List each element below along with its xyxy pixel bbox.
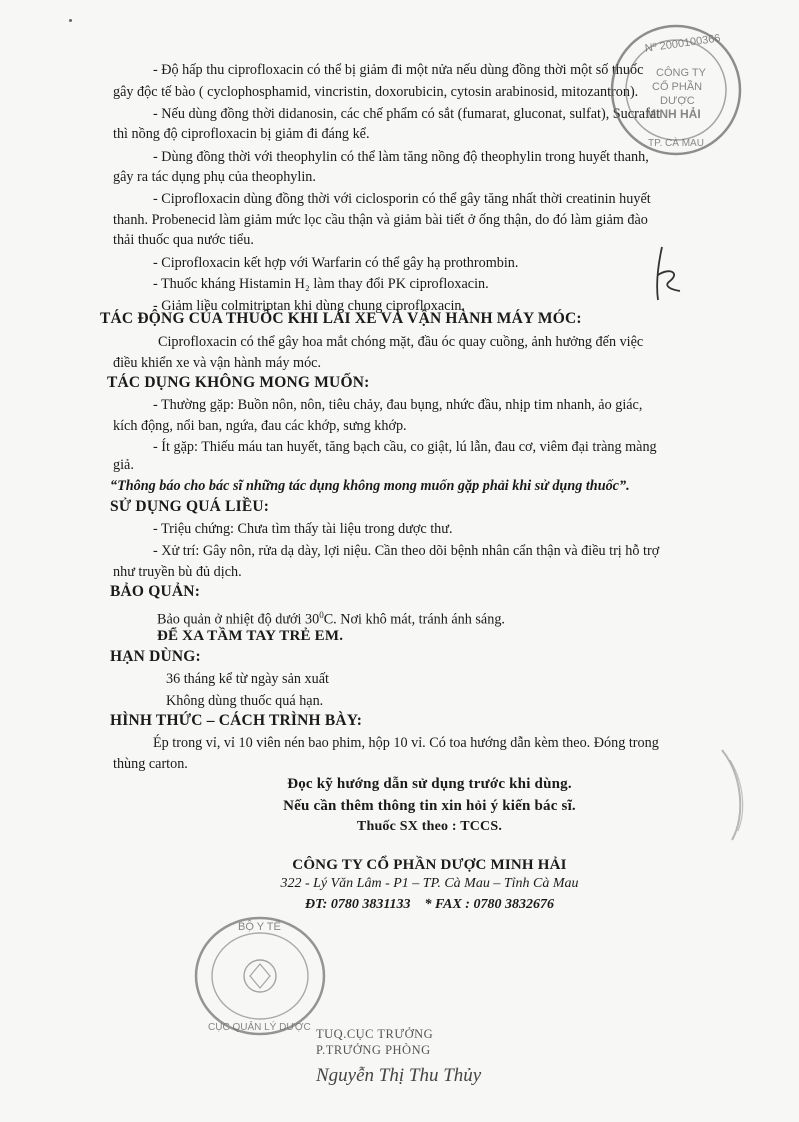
stamp-text: MINH HẢI <box>646 107 701 121</box>
interaction-line: - Nếu dùng đồng thời didanosin, các chế phẩm có sắt (fumarat, gluconat, sulfat), Sucrafat <box>153 106 661 122</box>
stamp-text: BỘ Y TẾ <box>238 921 281 933</box>
stamp-number: Nº 2000100366 <box>644 32 722 55</box>
degree-superscript: 0 <box>319 610 324 620</box>
overdose-text: như truyền bù đủ dịch. <box>113 564 242 580</box>
interaction-line: - Ciprofloxacin kết hợp với Warfarin có thể gây hạ prothrombin. <box>153 255 519 271</box>
interaction-line: gây ra tác dụng phụ của theophylin. <box>113 169 316 185</box>
section-heading-storage: BẢO QUẢN: <box>110 583 201 600</box>
initial-signature-mark <box>640 245 690 305</box>
stamp-text: CÔNG TY <box>656 67 706 79</box>
manufacturing-standard: Thuốc SX theo : TCCS. <box>356 819 503 834</box>
signature-title: P.TRƯỞNG PHÒNG <box>316 1043 431 1057</box>
child-warning: ĐỂ XA TẦM TAY TRẺ EM. <box>157 628 344 644</box>
interaction-line: - Thuốc kháng Histamin H₂ làm thay đổi PK ciprofloxacin. <box>153 276 489 292</box>
interaction-line: - Độ hấp thu ciprofloxacin có thể bị giảm đi một nửa nếu dùng đồng thời một số thuốc <box>153 62 644 78</box>
stamp-text: TP. CÀ MAU <box>648 138 704 149</box>
company-address: 322 - Lý Văn Lâm - P1 – TP. Cà Mau – Tỉnh Cà Mau <box>280 876 579 891</box>
company-name: CÔNG TY CỔ PHẦN DƯỢC MINH HẢI <box>292 857 567 873</box>
overdose-text: - Triệu chứng: Chưa tìm thấy tài liệu trong dược thư. <box>153 521 453 537</box>
adverse-text: kích động, nổi ban, ngứa, đau các khớp, sưng khớp. <box>113 418 407 434</box>
ministry-stamp <box>188 912 338 1042</box>
interaction-line: - Ciprofloxacin dùng đồng thời với ciclosporin có thể gây tăng nhất thời creatinin huyết <box>153 191 651 207</box>
stamp-text: CỤC QUẢN LÝ DƯỢC <box>208 1022 311 1033</box>
storage-text-part: Bảo quản ở nhiệt độ dưới 30 <box>157 611 320 628</box>
partial-stamp-edge <box>712 745 752 845</box>
paper-speck <box>69 19 72 22</box>
overdose-text: - Xử trí: Gây nôn, rửa dạ dày, lợi niệu. Cần theo dõi bệnh nhân cẩn thận và điều trị hỗ trợ <box>153 543 660 559</box>
signature-title: TUQ.CỤC TRƯỞNG <box>316 1027 434 1041</box>
section-heading-driving: TÁC ĐỘNG CỦA THUỐC KHI LÁI XE VÀ VẬN HÀNH MÁY MÓC: <box>100 310 582 327</box>
company-stamp <box>606 20 746 160</box>
ask-doctor-note: Nếu cần thêm thông tin xin hỏi ý kiến bác sĩ. <box>283 798 576 814</box>
interaction-line: thì nồng độ ciprofloxacin bị giảm đi đáng kể. <box>113 126 370 142</box>
interaction-line: - Giảm liều colmitriptan khi dùng chung ciprofloxacin. <box>153 298 466 314</box>
interaction-line: - Dùng đồng thời với theophylin có thể làm tăng nồng độ theophylin trong huyết thanh, <box>153 149 649 165</box>
storage-text-part: C. Nơi khô mát, tránh ánh sáng. <box>323 611 505 628</box>
section-heading-shelf-life: HẠN DÙNG: <box>110 648 201 665</box>
section-heading-presentation: HÌNH THỨC – CÁCH TRÌNH BÀY: <box>110 712 363 729</box>
adverse-text: giả. <box>113 457 134 473</box>
presentation-text: Ép trong vỉ, vỉ 10 viên nén bao phim, hộp 10 vỉ. Có toa hướng dẫn kèm theo. Đóng trong <box>153 735 659 751</box>
section-heading-adverse: TÁC DỤNG KHÔNG MONG MUỐN: <box>107 374 370 391</box>
driving-text: Ciprofloxacin có thể gây hoa mắt chóng mặt, đầu óc quay cuồng, ảnh hưởng đến việc <box>158 334 644 350</box>
section-heading-overdose: SỬ DỤNG QUÁ LIỀU: <box>110 498 270 515</box>
doctor-notice: “Thông báo cho bác sĩ những tác dụng không mong muốn gặp phải khi sử dụng thuốc”. <box>110 478 630 494</box>
interaction-line: gây độc tế bào ( cyclophosphamid, vincristin, doxorubicin, cytosin arabinosid, mitozantron). <box>113 84 639 100</box>
company-contact: ĐT: 0780 3831133 * FAX : 0780 3832676 <box>305 897 554 912</box>
adverse-text: - Thường gặp: Buồn nôn, nôn, tiêu chảy, đau bụng, nhức đầu, nhịp tim nhanh, ảo giác, <box>153 397 643 413</box>
stamp-text: DƯỢC <box>660 95 695 107</box>
driving-text: điều khiển xe và vận hành máy móc. <box>113 355 322 371</box>
interaction-line: thanh. Probenecid làm giảm mức lọc cầu thận và giảm bài tiết ở ống thận, do đó làm giảm đào <box>113 212 648 228</box>
signature-name: Nguyễn Thị Thu Thủy <box>316 1065 482 1086</box>
presentation-text: thùng carton. <box>113 756 188 772</box>
interaction-line: thải thuốc qua nước tiểu. <box>113 232 254 248</box>
shelf-life-text: 36 tháng kể từ ngày sản xuất <box>166 671 329 687</box>
read-instructions-note: Đọc kỹ hướng dẫn sử dụng trước khi dùng. <box>287 776 572 792</box>
shelf-life-text: Không dùng thuốc quá hạn. <box>166 693 324 709</box>
stamp-text: CỔ PHẦN <box>652 81 703 93</box>
adverse-text: - Ít gặp: Thiếu máu tan huyết, tăng bạch cầu, co giật, lú lẫn, đau cơ, viêm đại tràng màng <box>153 439 657 455</box>
